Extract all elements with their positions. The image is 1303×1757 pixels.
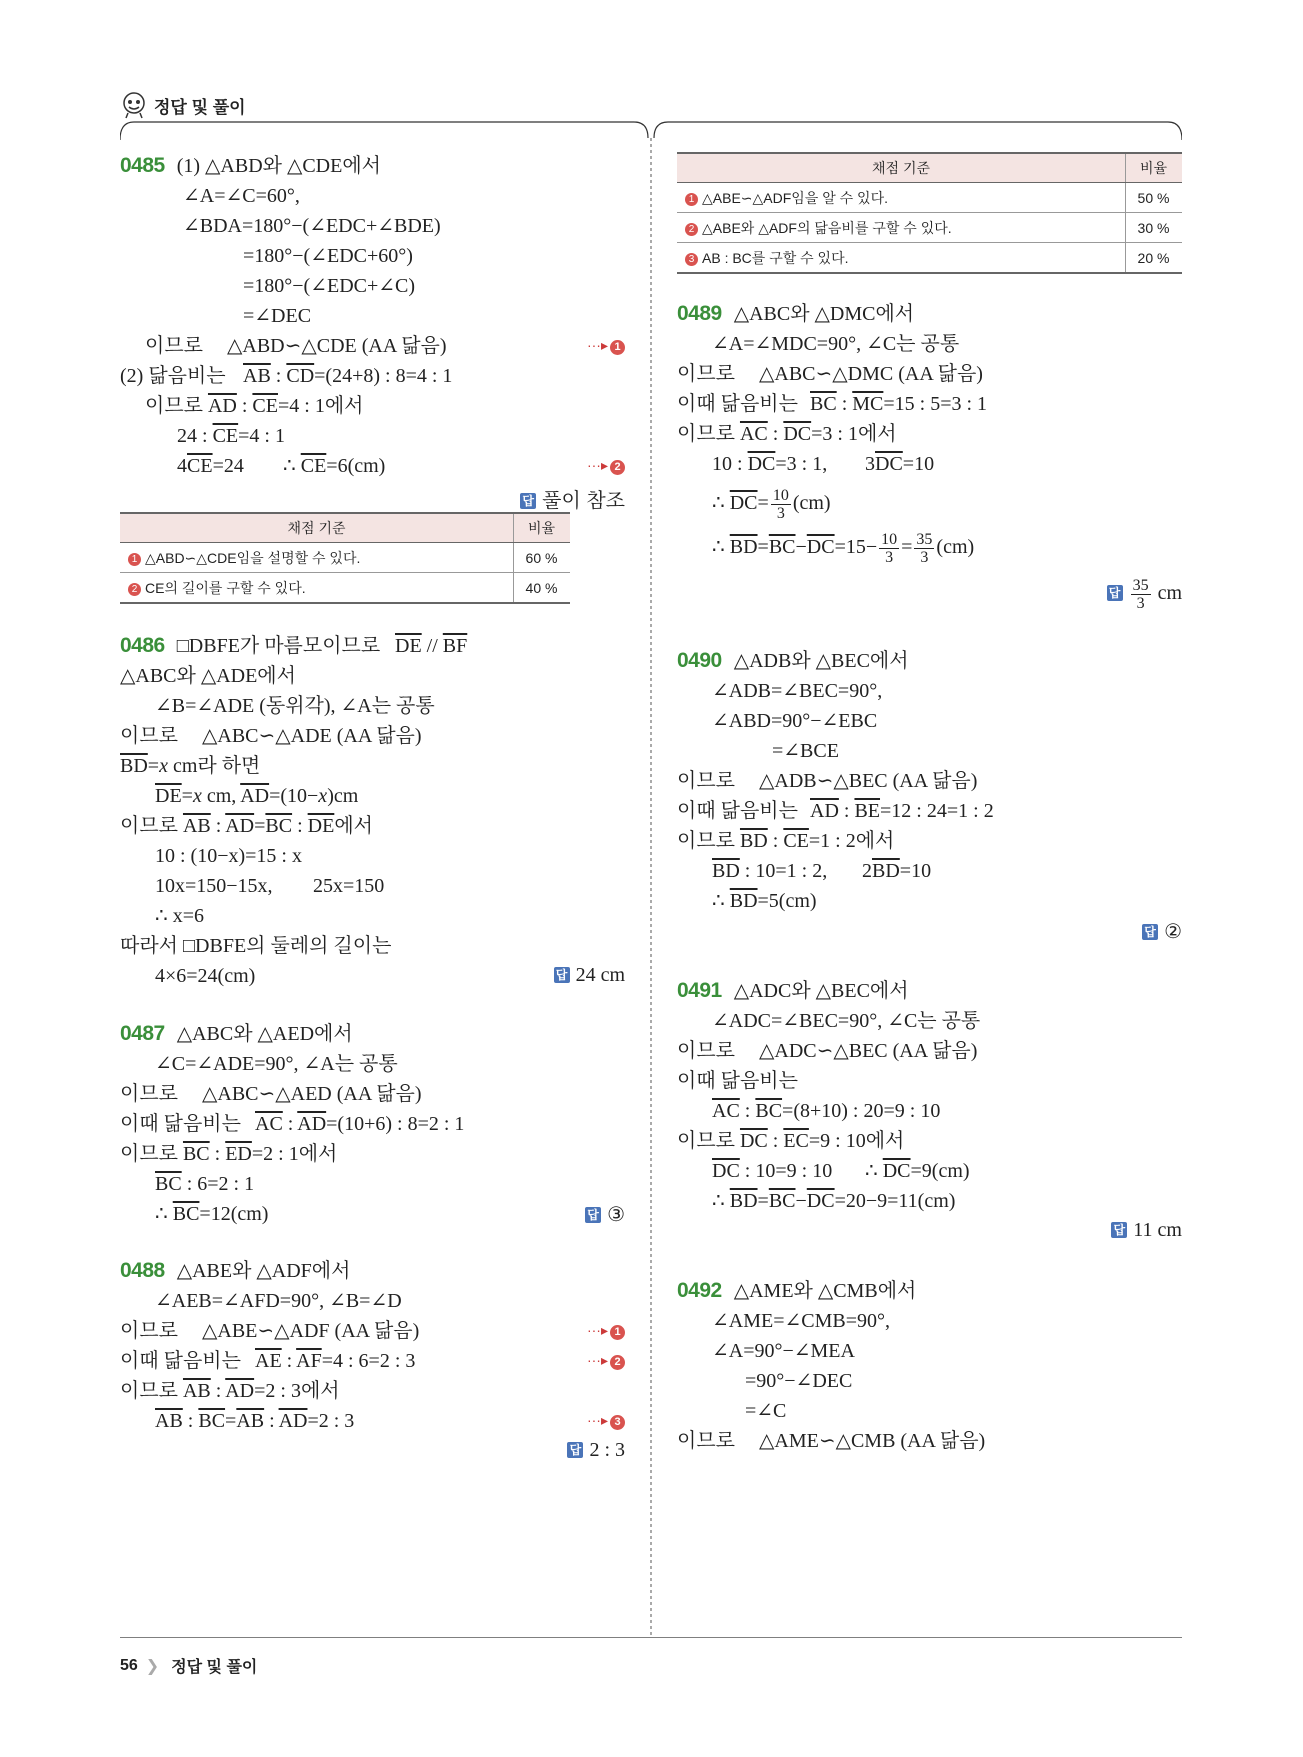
text-line: ∠BDA=180°−(∠EDC+∠BDE) bbox=[183, 215, 441, 237]
table-row: 2 CE의 길이를 구할 수 있다. 40 % bbox=[120, 573, 570, 604]
text-line: △ADC∽△BEC (AA 닮음) bbox=[759, 1040, 978, 1062]
page-header bbox=[120, 90, 246, 120]
table-row: 3 AB : BC를 구할 수 있다. 20 % bbox=[677, 243, 1182, 274]
text-line: ∴ $\overline{DC}=$ $\frac{10}{3}$ (cm) bbox=[712, 486, 831, 522]
problem-0486: 0486 □DBFE가 마름모이므로 bbox=[120, 634, 381, 657]
text-line: 이므로 $\overline{BC}$ : $\overline{ED}=2$ : 1에서 bbox=[120, 1143, 338, 1165]
text-line: 10 : $\overline{DC}=3$ : 1, bbox=[712, 453, 828, 475]
text-line: ∠ABD=90°−∠EBC bbox=[712, 710, 878, 732]
text-line: △AME∽△CMB (AA 닮음) bbox=[759, 1430, 986, 1452]
text-line: ∠ADC=∠BEC=90°, ∠C는 공통 bbox=[712, 1010, 981, 1032]
problem-number: 0490 bbox=[677, 649, 722, 672]
text-line: =∠DEC bbox=[243, 305, 312, 327]
character-logo-icon bbox=[120, 91, 148, 119]
text-line: △ADB∽△BEC (AA 닮음) bbox=[759, 770, 978, 792]
answer-0487: 답 ③ bbox=[585, 1202, 625, 1227]
header-title: 정답 및 풀이 bbox=[154, 97, 246, 117]
text-line: 이므로 bbox=[120, 1083, 178, 1105]
page-number: 56 bbox=[120, 1656, 138, 1674]
text-line: $\overline{AC}$ : $\overline{BC}=(8+10)$ : 20=9 : 10 bbox=[712, 1100, 941, 1122]
table-header: 채점 기준 bbox=[120, 513, 514, 543]
problem-number: 0488 bbox=[120, 1259, 165, 1282]
text-line: △ABE∽△ADF (AA 닮음) bbox=[202, 1320, 420, 1342]
text-line: 이므로 $\overline{AB}$ : $\overline{AD}=2$ : 3에서 bbox=[120, 1380, 340, 1402]
answer-0488: 답 2 : 3 bbox=[567, 1439, 625, 1462]
text-line: ∠B=∠ADE (동위각), ∠A는 공통 bbox=[155, 695, 435, 717]
text-line: $\overline{AB}$ : $\overline{BC}=\overline{AB}$ : $\overline{AD}=2$ : 3 bbox=[155, 1410, 355, 1432]
text-line: ∴ $\overline{BD}=5(cm)$ bbox=[712, 890, 817, 912]
table-header: 채점 기준 bbox=[677, 153, 1126, 183]
text-line: △ABC∽△DMC (AA 닮음) bbox=[759, 363, 983, 385]
text-line: 25x=150 bbox=[313, 875, 385, 897]
answer-0489: 답 $\frac{35}{3}$ cm bbox=[1107, 574, 1182, 612]
text-line: ∠AEB=∠AFD=90°, ∠B=∠D bbox=[155, 1290, 402, 1312]
text-line: $2\overline{BD}=10$ bbox=[862, 860, 932, 882]
text-line: ∠AME=∠CMB=90°, bbox=[712, 1310, 890, 1332]
text-line: $\overline{BD}$ : 10=1 : 2, bbox=[712, 860, 828, 882]
step-marker-1: ···▸ 1 bbox=[587, 337, 625, 355]
problem-0488: 0488 △ABE와 △ADF에서 bbox=[120, 1259, 351, 1282]
problem-number: 0489 bbox=[677, 302, 722, 325]
problem-0489: 0489 △ABC와 △DMC에서 bbox=[677, 302, 915, 325]
text-line: =∠C bbox=[745, 1400, 787, 1422]
text-line: 따라서 □DBFE의 둘레의 길이는 bbox=[120, 935, 392, 957]
step-marker-1: ···▸ 1 bbox=[587, 1322, 625, 1340]
text-line: 이므로 bbox=[677, 1430, 735, 1452]
text-line: 24 : $\overline{CE}=4$ : 1 bbox=[177, 425, 285, 447]
table-header: 비율 bbox=[514, 513, 571, 543]
text-line: $\overline{AD}$ : $\overline{BE}=12$ : 24=1 : 2 bbox=[810, 800, 994, 822]
content-frame bbox=[120, 118, 1182, 1638]
text-line: 10 : (10−x)=15 : x bbox=[155, 845, 302, 867]
step-marker-2: ···▸ 2 bbox=[587, 457, 625, 475]
chevron-right-icon: ❯ bbox=[145, 1657, 160, 1675]
text-line: 이므로 $\overline{BD}$ : $\overline{CE}=1$ : 2에서 bbox=[677, 830, 895, 852]
text-line: 이므로 $\overline{AD}$ : $\overline{CE}=4$ : 1에서 bbox=[145, 395, 364, 417]
problem-0491: 0491 △ADC와 △BEC에서 bbox=[677, 979, 909, 1002]
scoring-table-0485 bbox=[120, 512, 570, 604]
text-line: =180°−(∠EDC+60°) bbox=[243, 245, 413, 267]
problem-0490: 0490 △ADB와 △BEC에서 bbox=[677, 649, 909, 672]
text-line: ∠A=∠C=60°, bbox=[183, 185, 300, 207]
text-line: ∴ $\overline{DC}=9(cm)$ bbox=[865, 1160, 970, 1182]
text-line: $4\overline{CE}=24$ bbox=[177, 455, 244, 477]
text-line: (2) 닮음비는 bbox=[120, 365, 226, 387]
scoring-table-0488 bbox=[677, 152, 1182, 274]
answer-0490: 답 ② bbox=[1142, 919, 1182, 944]
text-line: ∴ $\overline{CE}=6(cm)$ bbox=[283, 455, 386, 477]
text-line: 이때 닮음비는 bbox=[120, 1113, 241, 1135]
text-line: △ABD∽△CDE (AA 닮음) bbox=[227, 335, 447, 357]
problem-0492: 0492 △AME와 △CMB에서 bbox=[677, 1279, 917, 1302]
text-line: 이때 닮음비는 bbox=[677, 800, 798, 822]
table-header: 비율 bbox=[1126, 153, 1183, 183]
text-line: ∴ $\overline{BD}=\overline{BC}-\overline{DC}=20-9=11(cm)$ bbox=[712, 1190, 956, 1212]
problem-number: 0487 bbox=[120, 1022, 165, 1045]
text-line: ∠A=∠MDC=90°, ∠C는 공통 bbox=[712, 333, 960, 355]
text-line: 이때 닮음비는 bbox=[677, 393, 798, 415]
text-line: =∠BCE bbox=[772, 740, 839, 762]
table-row: 2 △ABE와 △ADF의 닮음비를 구할 수 있다. 30 % bbox=[677, 213, 1182, 243]
table-row: 1 △ABD∽△CDE임을 설명할 수 있다. 60 % bbox=[120, 543, 570, 573]
problem-number: 0491 bbox=[677, 979, 722, 1002]
footer-title: 정답 및 풀이 bbox=[171, 1659, 258, 1676]
text-line: 이므로 bbox=[677, 363, 735, 385]
step-marker-2: ···▸ 2 bbox=[587, 1352, 625, 1370]
text-line: $\overline{DE}=x$ cm, $\overline{AD}=(10-x)cm$ bbox=[155, 785, 359, 807]
text-line: $\overline{AE}$ : $\overline{AF}=4$ : 6=2 : 3 bbox=[255, 1350, 416, 1372]
text-line: 10x=150−15x, bbox=[155, 875, 273, 897]
text-line: $\overline{AC}$ : $\overline{AD}=(10+6)$ : 8=2 : 1 bbox=[255, 1113, 465, 1135]
text-line: $\overline{BD}=x$ cm라 하면 bbox=[120, 755, 261, 777]
text-line: $3\overline{DC}=10$ bbox=[865, 453, 935, 475]
text-line: =180°−(∠EDC+∠C) bbox=[243, 275, 416, 297]
text-line: ∠C=∠ADE=90°, ∠A는 공통 bbox=[155, 1053, 398, 1075]
text-line: 이므로 $\overline{AB}$ : $\overline{AD}=\overline{BC}$ : $\overline{DE}$에서 bbox=[120, 815, 373, 837]
problem-number: 0486 bbox=[120, 634, 165, 657]
text-line: $\overline{DE} // \overline{BF}$ bbox=[395, 635, 468, 657]
text-line: $\overline{DC}$ : 10=9 : 10 bbox=[712, 1160, 833, 1182]
answer-0491: 답 11 cm bbox=[1111, 1219, 1182, 1242]
text-line: $\overline{BC}$ : 6=2 : 1 bbox=[155, 1173, 255, 1195]
text-line: $\overline{AB}$ : $\overline{CD}=(24+8)$ : 8=4 : 1 bbox=[243, 365, 453, 387]
text-line: ∴ $\overline{BD}=\overline{BC}-\overline{DC}=15-$ $\frac{10}{3}$ = $\frac{35}{3}$ (cm) bbox=[712, 530, 975, 566]
problem-number: 0492 bbox=[677, 1279, 722, 1302]
text-line: =90°−∠DEC bbox=[745, 1370, 853, 1392]
step-marker-3: ···▸ 3 bbox=[587, 1412, 625, 1430]
text-line: ∴ x=6 bbox=[155, 905, 205, 927]
text-line: ∠ADB=∠BEC=90°, bbox=[712, 680, 883, 702]
text-line: 4×6=24(cm) bbox=[155, 965, 256, 987]
text-line: 이므로 bbox=[677, 1040, 735, 1062]
page-footer bbox=[120, 1654, 257, 1677]
answer-0486: 답 24 cm bbox=[554, 964, 625, 987]
text-line: (1) △ABD와 △CDE에서 bbox=[176, 155, 381, 177]
text-line: 이므로 bbox=[120, 1320, 178, 1342]
text-line: $\overline{BC}$ : $\overline{MC}=15$ : 5=3 : 1 bbox=[810, 393, 988, 415]
text-line: 이므로 bbox=[145, 335, 203, 357]
text-line: △ABC∽△AED (AA 닮음) bbox=[202, 1083, 422, 1105]
text-line: 이므로 $\overline{DC}$ : $\overline{EC}=9$ : 10에서 bbox=[677, 1130, 905, 1152]
text-line: 이므로 $\overline{AC}$ : $\overline{DC}=3$ : 1에서 bbox=[677, 423, 897, 445]
table-row: 1 △ABE∽△ADF임을 알 수 있다. 50 % bbox=[677, 183, 1182, 213]
text-line: △ABC∽△ADE (AA 닮음) bbox=[202, 725, 422, 747]
text-line: 이므로 bbox=[120, 725, 178, 747]
text-line: △ABC와 △ADE에서 bbox=[120, 665, 296, 687]
problem-0487: 0487 △ABC와 △AED에서 bbox=[120, 1022, 353, 1045]
text-line: 이때 닮음비는 bbox=[677, 1070, 798, 1092]
problem-0485 bbox=[120, 154, 381, 178]
problem-number: 0485 bbox=[120, 154, 165, 177]
answer-0485: 답 풀이 참조 bbox=[520, 484, 625, 513]
text-line: 이므로 bbox=[677, 770, 735, 792]
text-line: ∠A=90°−∠MEA bbox=[712, 1340, 855, 1362]
text-line: ∴ $\overline{BC}=12(cm)$ bbox=[155, 1203, 269, 1225]
text-line: 이때 닮음비는 bbox=[120, 1350, 241, 1372]
